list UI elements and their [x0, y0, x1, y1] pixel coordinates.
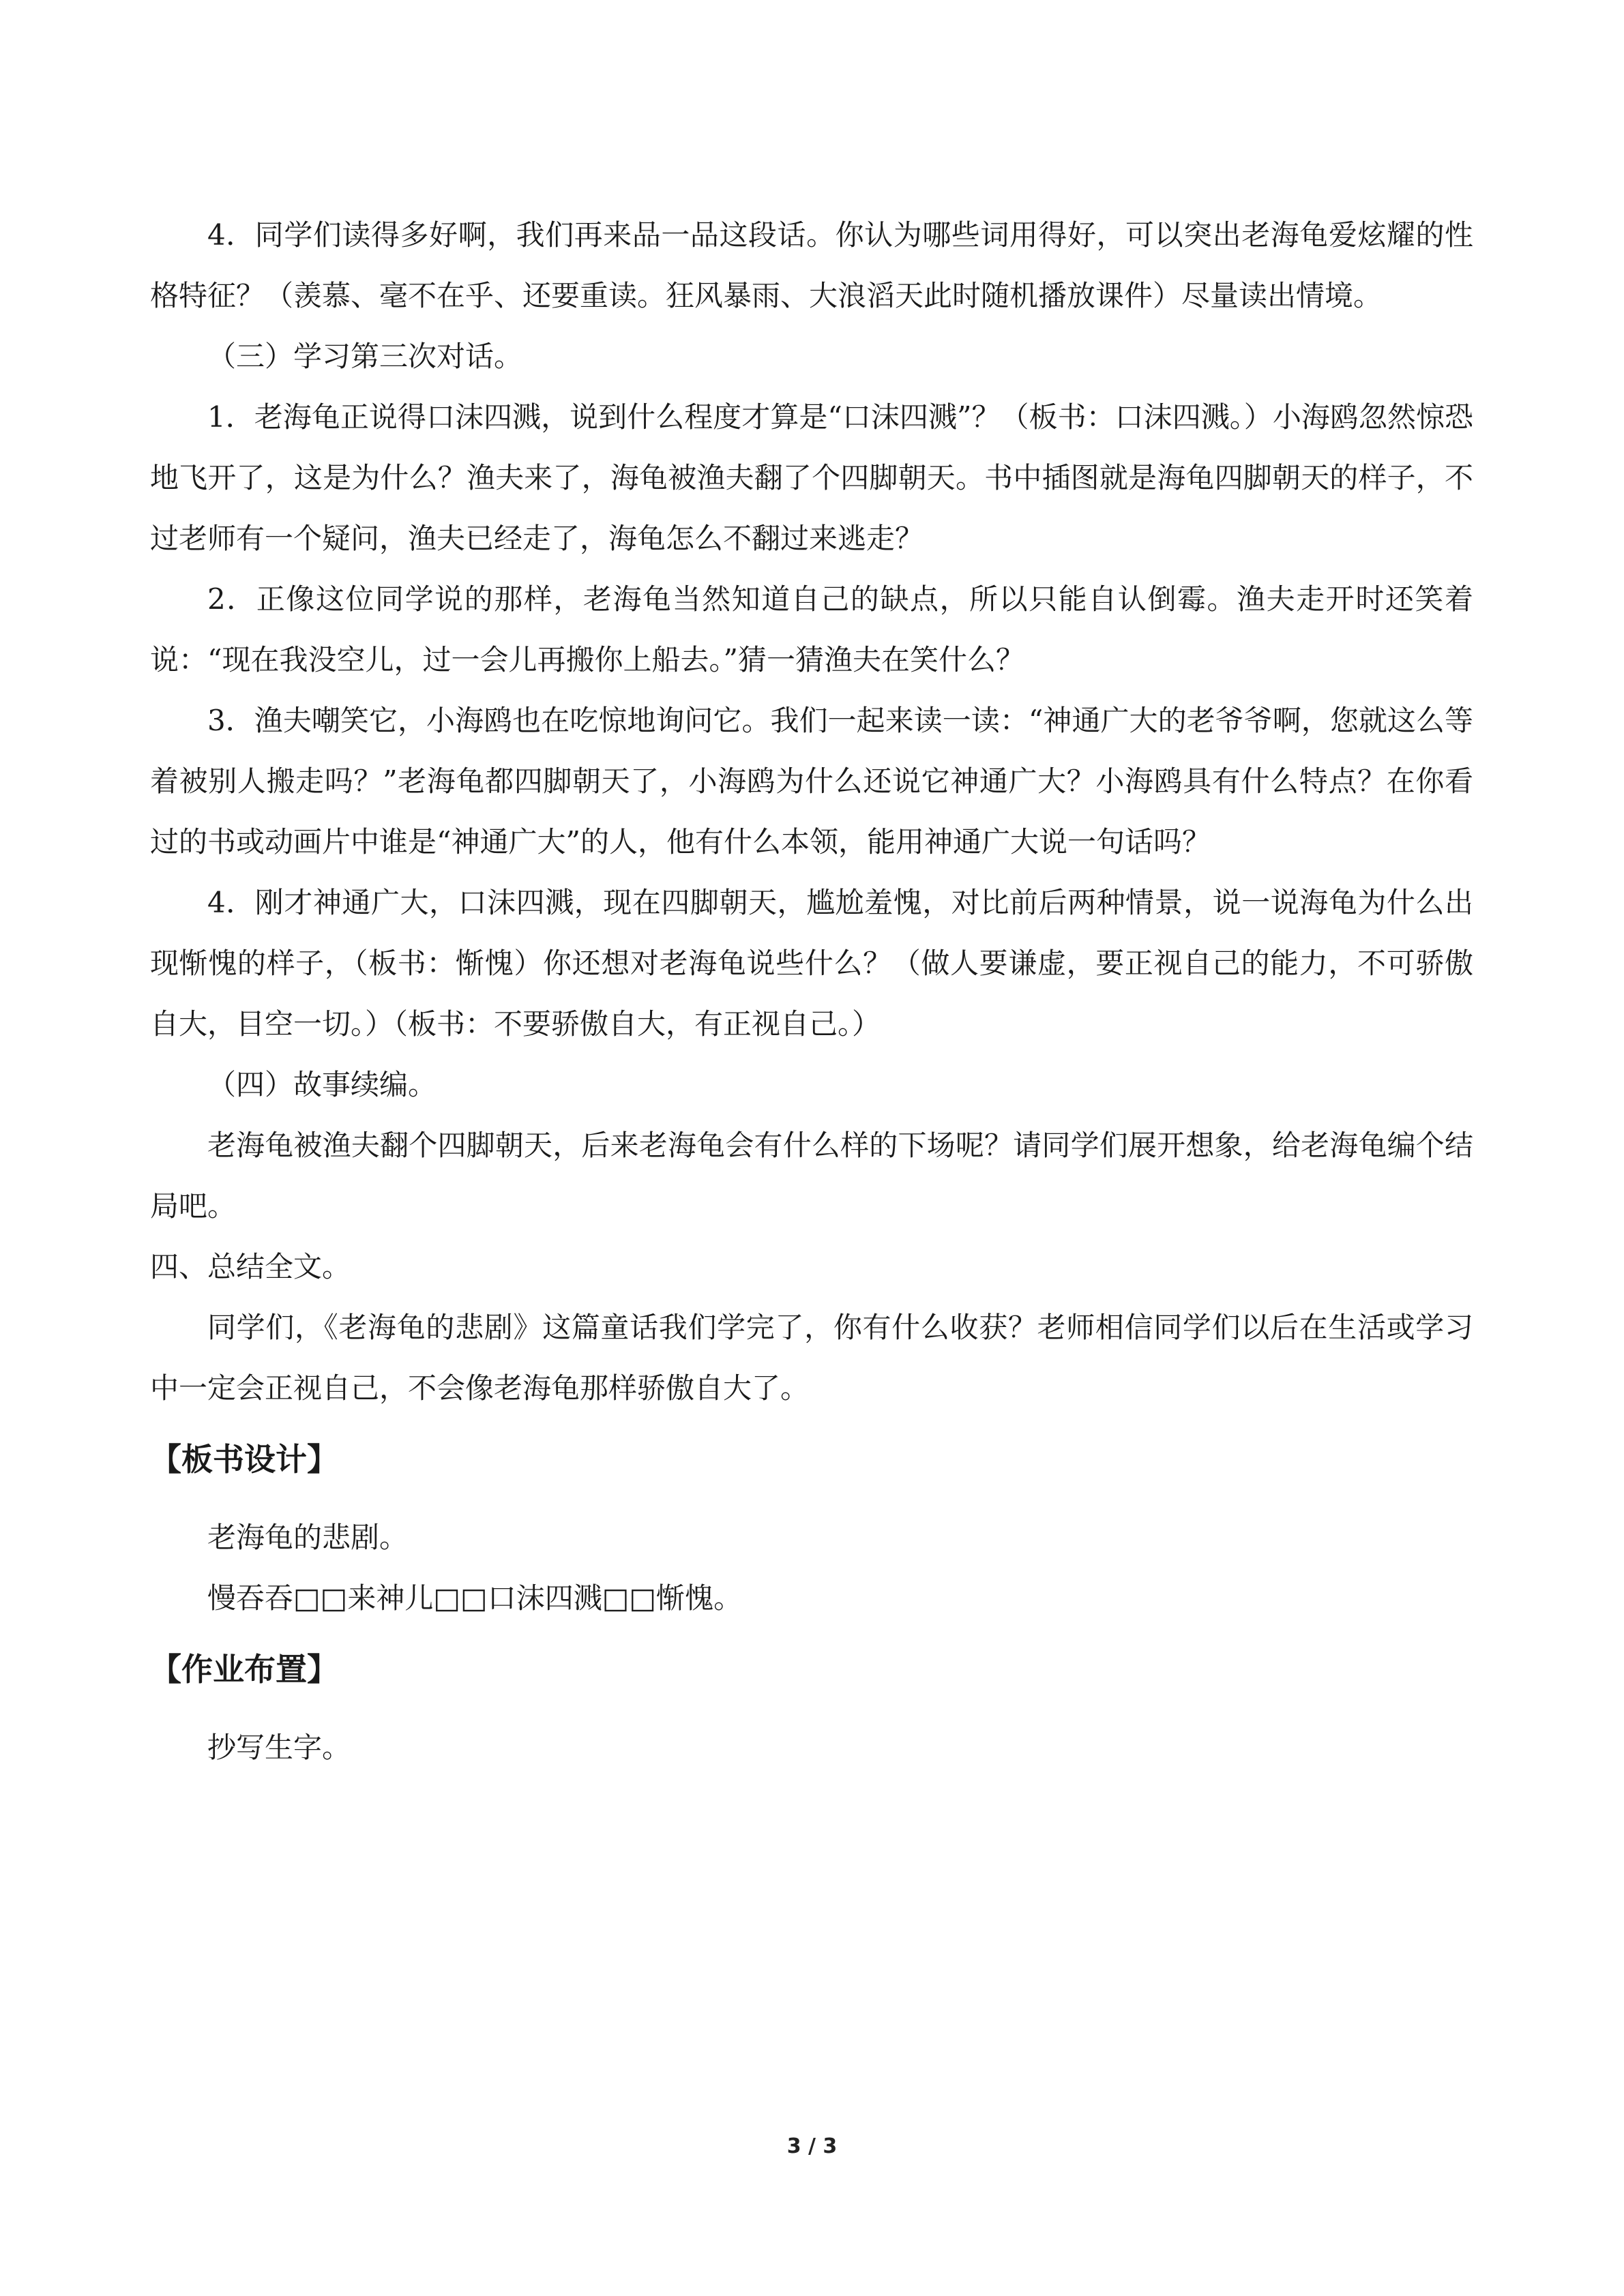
paragraph-summary: 同学们，《老海龟的悲剧》这篇童话我们学完了，你有什么收获？老师相信同学们以后在生活或学习中一定会正视自己，不会像老海龟那样骄傲自大了。	[150, 1311, 1473, 1405]
page-number: 3 / 3	[786, 2134, 838, 2158]
paragraph-reading-analysis: 4．同学们读得多好啊，我们再来品一品这段话。你认为哪些词用得好，可以突出老海龟爱炫耀的性格特征？（羡慕、毫不在乎、还要重读。狂风暴雨、大浪滔天此时随机播放课件）尽量读出情境。	[150, 218, 1473, 312]
paragraph-item-4: 4．刚才神通广大，口沫四溅，现在四脚朝天，尴尬羞愧，对比前后两种情景，说一说海龟为什么出现惭愧的样子，（板书：惭愧）你还想对老海龟说些什么？（做人要谦虚，要正视自己的能力，不可骄傲自大，目空一切。）（板书：不要骄傲自大，有正视自己。）	[150, 886, 1473, 1041]
document-body	[150, 205, 1473, 1778]
homework-text: 抄写生字。	[207, 1731, 351, 1764]
section-story-continuation: （四）故事续编。	[207, 1068, 437, 1101]
section-summary-heading: 四、总结全文。	[150, 1250, 351, 1283]
paragraph-item-2: 2．正像这位同学说的那样，老海龟当然知道自己的缺点，所以只能自认倒霉。渔夫走开时还笑着说：“现在我没空儿，过一会儿再搬你上船去。”猜一猜渔夫在笑什么？	[150, 582, 1473, 676]
paragraph-story-continuation: 老海龟被渔夫翻个四脚朝天，后来老海龟会有什么样的下场呢？请同学们展开想象，给老海龟编个结局吧。	[150, 1129, 1473, 1223]
paragraph-item-1: 1．老海龟正说得口沫四溅，说到什么程度才算是“口沫四溅”？（板书：口沫四溅。）小海鸥忽然惊恐地飞开了，这是为什么？渔夫来了，海龟被渔夫翻了个四脚朝天。书中插图就是海龟四脚朝天的样子，不过老师有一个疑问，渔夫已经走了，海龟怎么不翻过来逃走？	[150, 400, 1473, 555]
board-design-title: 老海龟的悲剧。	[207, 1521, 409, 1554]
section-third-dialogue: （三）学习第三次对话。	[207, 340, 523, 373]
paragraph-item-3: 3．渔夫嘲笑它，小海鸥也在吃惊地询问它。我们一起来读一读：“神通广大的老爷爷啊，您就这么等着被别人搬走吗？”老海龟都四脚朝天了，小海鸥为什么还说它神通广大？小海鸥具有什么特点？在你看过的书或动画片中谁是“神通广大”的人，他有什么本领，能用神通广大说一句话吗？	[150, 704, 1473, 859]
board-design-heading: 【板书设计】	[150, 1441, 338, 1478]
board-design-flow: 慢吞吞□□来神儿□□口沫四溅□□惭愧。	[207, 1581, 743, 1615]
homework-heading: 【作业布置】	[150, 1651, 338, 1688]
